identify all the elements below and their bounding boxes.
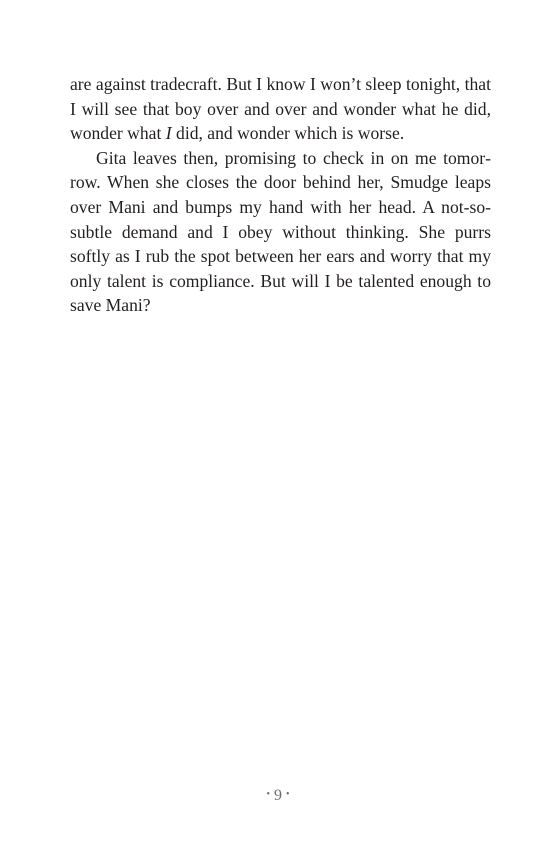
page-footer [0, 787, 560, 805]
folio-right-ornament: • [286, 789, 294, 800]
body-text [70, 72, 491, 318]
page-number: 9 [274, 787, 286, 804]
paragraph-2 [70, 146, 491, 318]
paragraph-1-text-start: are against tradecraft. But I know I won’t sleep tonight, that I will see that boy over and over and wonder what he did, wonder what [70, 74, 491, 144]
paragraph-1-emphasis: I [165, 123, 172, 144]
paragraph-1 [70, 72, 491, 146]
paragraph-2-text: Gita leaves then, promising to check in on me tomorrow. When she closes the door behind her, Smudge leaps over Mani and bumps my hand with her head. A not-so-subtle demand and I obey without thinking. She purrs softly as I rub the spot between her ears and worry that my only talent is compliance. But will I be talented enough to save Mani? [70, 147, 491, 316]
folio-left-ornament: • [266, 789, 274, 800]
paragraph-1-text-end: did, and wonder which is worse. [171, 123, 405, 144]
